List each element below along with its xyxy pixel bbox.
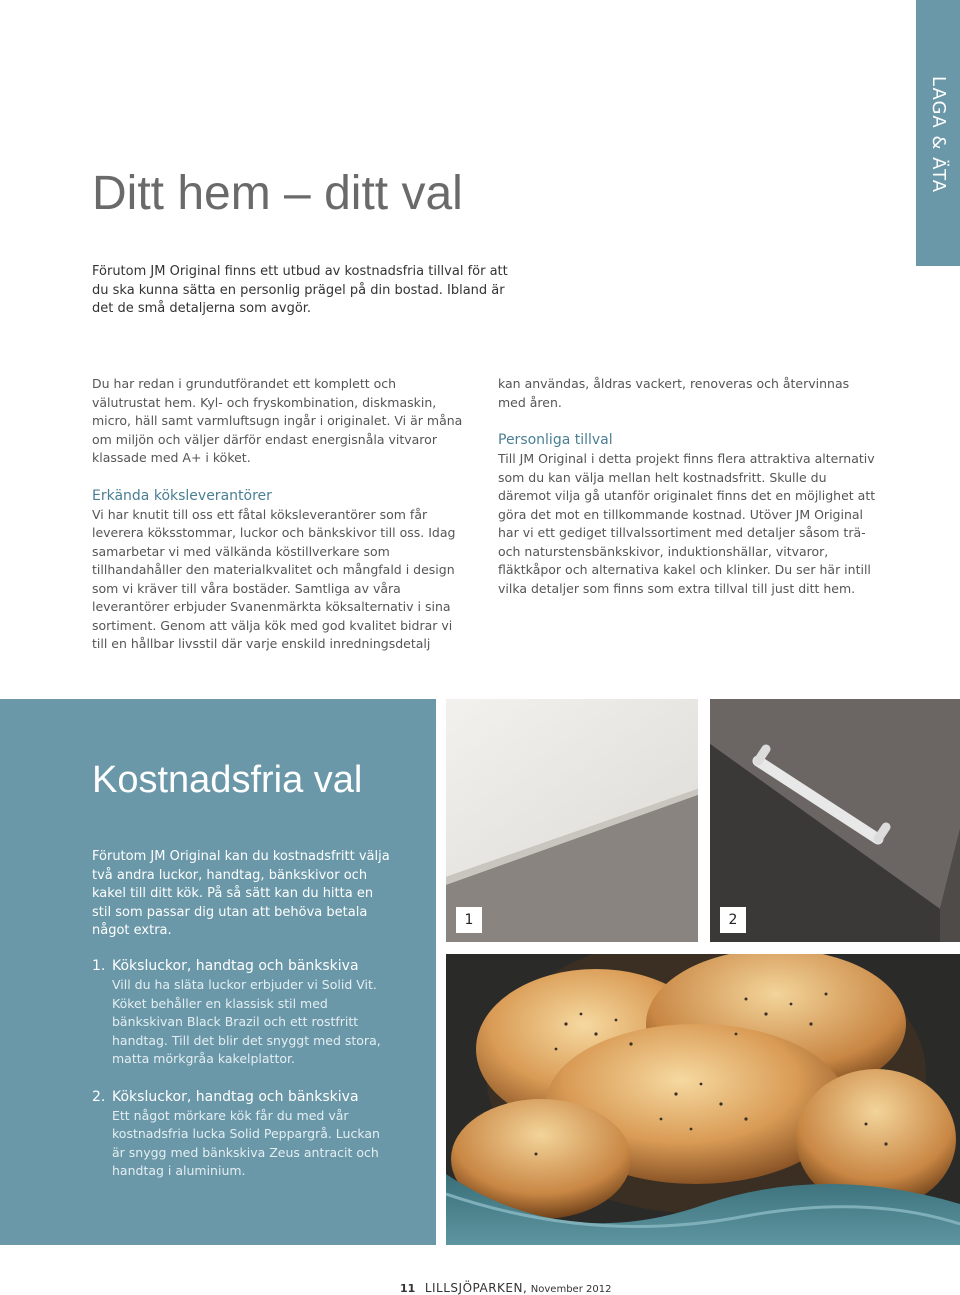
panel-lead: Förutom JM Original kan du kostnadsfritt välja två andra luckor, handtag, bänkskivor och kakel till ditt kök. På så sätt kan du hitta en stil som passar dig utan att behöva betala något extra. <box>92 849 390 938</box>
bread-basket-photo <box>446 954 960 1245</box>
paragraph: kan användas, åldras vackert, renoveras och återvinnas med åren. <box>498 376 850 410</box>
page-title: Ditt hem – ditt val <box>92 167 463 220</box>
list-item <box>92 1088 392 1181</box>
kitchen-door-photo-2 <box>710 699 960 942</box>
bread-rolls-image <box>446 954 960 1245</box>
paragraph: Du har redan i grundutförandet ett komplett och välutrustat hem. Kyl- och fryskombination, diskmaskin, micro, häll samt varmluftsugn ingår i originalet. Vi är måna om miljön och väljer därför endast energisnåla vitvaror klassade med A+ i köket. <box>92 376 463 465</box>
publication-date: November 2012 <box>530 1284 612 1295</box>
project-name: LILLSJÖPARKEN, <box>424 1281 528 1295</box>
options-list <box>92 957 392 1200</box>
page-footer <box>400 1281 611 1295</box>
item-body: Vill du ha släta luckor erbjuder vi Solid Vit. Köket behåller en klassisk stil med bänkskivan Black Brazil och ett rostfritt handtag. Till det blir det snyggt med stora, matta mörkgråa kakelplattor. <box>112 977 381 1066</box>
item-heading: Köksluckor, handtag och bänkskiva <box>112 958 359 974</box>
section-heading: Personliga tillval <box>498 432 613 448</box>
photo-badge: 1 <box>456 907 482 933</box>
item-number: 2. <box>92 1088 106 1105</box>
photo-badge: 2 <box>720 907 746 933</box>
door-handle-image <box>710 699 960 942</box>
intro-text: Förutom JM Original finns ett utbud av kostnadsfria tillval för att du ska kunna sätta en personlig prägel på din bostad. Ibland är det de små detaljerna som avgör. <box>92 264 508 316</box>
page-number: 11 <box>400 1282 416 1295</box>
free-options-panel <box>0 699 436 1245</box>
item-number: 1. <box>92 958 106 974</box>
section-heading: Erkända köksleverantörer <box>92 487 272 504</box>
paragraph: Till JM Original i detta projekt finns flera attraktiva alternativ som du kan välja mellan helt kostnadsfritt. Skulle du däremot vilja gå utanför originalet finns det en möjlighet att göra det mot en tillkommande kostnad. Utöver JM Original har vi ett gediget tillvalssortiment med detaljer såsom trä- och naturstensbänkskivor, induktionshällar, vitvaror, fläktkåpor och alternativa kakel och klinker. Du ser här intill vilka detaljer som finns som extra tillval till just ditt hem. <box>498 451 876 596</box>
item-heading: Köksluckor, handtag och bänkskiva <box>112 1088 359 1105</box>
section-tab-label: LAGA & ÄTA <box>928 76 949 194</box>
panel-title: Kostnadsfria val <box>92 759 363 801</box>
text-column-right <box>498 375 878 598</box>
paragraph: Vi har knutit till oss ett fåtal köksleverantörer som får leverera köksstommar, luckor och bänkskivor till oss. Idag samarbetar vi med välkända köstillverkare som tillhandahåller den materialkvalitet och mångfald i design som vi kräver till våra bostäder. Samtliga av våra leverantörer erbjuder Svanenmärkta köksalternativ i sina sortiment. Genom att välja kök med god kvalitet bidrar vi till en hållbar livsstil där varje enskild inredningsdetalj <box>92 506 456 651</box>
kitchen-door-photo-1 <box>446 699 698 942</box>
text-column-left <box>92 375 464 654</box>
list-item <box>92 957 392 1069</box>
item-body: Ett något mörkare kök får du med vår kostnadsfria lucka Solid Peppargrå. Luckan är snygg med bänkskiva Zeus antracit och handtag i aluminium. <box>112 1107 380 1178</box>
section-tab <box>916 0 960 266</box>
door-corner-image <box>446 699 698 942</box>
